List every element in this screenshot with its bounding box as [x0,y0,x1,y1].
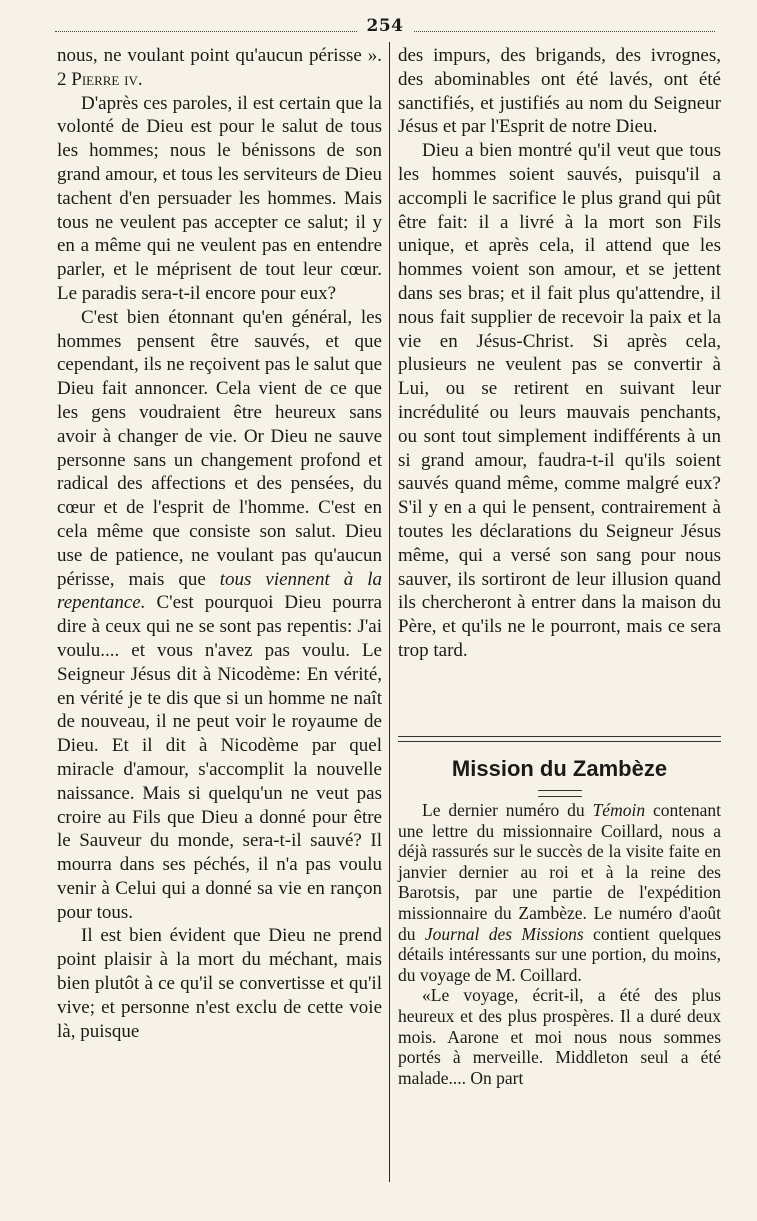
scripture-reference: 2 Pierre iv. [57,68,143,90]
left-paragraph-3-emphasis: tous viennent à la repentance. [57,568,383,614]
left-paragraph-3-text-b: C'est pourquoi Dieu pourra dire à ceux qui ne se sont pas repentis: J'ai voulu.... et vous n'avez pas voulu. Le Seigneur Jésus dit à Nicodème: En vérité, en vérité je te dis que si un homme ne naît de nouveau, il ne peut voir le royaume de Dieu. Et il dit à Nicodème par quel miracle d'amour, s'accomplit la nouvelle naissance. Mais si quelqu'un ne veut pas croire au Fils que Dieu a donné pour être le Sauveur du monde, sera-t-il sauvé? Il mourra dans ses péchés, il n'a pas voulu venir à Celui qui a donné sa vie en rançon pour tous. [57,592,382,923]
page-header [55,14,715,38]
title-ornament [538,790,582,797]
header-dotted-rule-left [55,20,357,32]
publication-title-journal: Journal des Missions [424,923,584,944]
mission-paragraph-1-text-b: contenant une lettre du missionnaire Coillard, nous a déjà rassurés sur le succès de la visite faite en janvier dernier au roi et à la reine des Barotsis, par une partie de l'expédition missionnaire du Zambèze. Le numéro d'août du [398,800,722,944]
mission-paragraph-1 [398,800,721,985]
section-title: Mission du Zambèze [451,756,668,781]
publication-title-temoin: Témoin [592,800,646,820]
section-separator [398,736,721,742]
left-paragraph-1 [57,44,382,92]
column-divider [389,42,390,1182]
left-paragraph-3 [57,306,382,925]
header-dotted-rule-right [414,20,716,32]
right-paragraph-1: des impurs, des brigands, des ivrognes, des abominables ont été lavés, ont été sanctifiés, et justifiés au nom du Seigneur Jésus et par l'Esprit de notre Dieu. [398,45,721,138]
page-number: 254 [366,16,404,36]
left-paragraph-4: Il est bien évident que Dieu ne prend point plaisir à la mort du méchant, mais bien plutôt à ce qu'il se convertisse et qu'il vive; et personne n'est exclu de cette voie là, puisque [57,925,382,1042]
mission-paragraph-2: «Le voyage, écrit-il, a été des plus heureux et des plus prospères. Il a duré deux mois. Aarone et moi nous nous sommes portés à merveille. Middleton seul a été malade.... On part [398,985,721,1088]
mission-article [398,800,721,1088]
left-paragraph-2: D'après ces paroles, il est certain que la volonté de Dieu est pour le salut de tous les hommes; nous le bénissons de son grand amour, et tous les serviteurs de Dieu tachent d'en persuader les hommes. Mais tous ne veulent pas accepter ce salut; il y en a même qui ne veulent pas en entendre parler, et le méprisent de tout leur cœur. Le paradis sera-t-il encore pour eux? [57,92,382,304]
right-paragraph-2: Dieu a bien montré qu'il veut que tous les hommes soient sauvés, puisqu'il a accompli le sacrifice le plus grand qui pût être fait: il a livré à la mort son Fils unique, et après cela, il attend que les hommes voient son amour, et se jettent dans ses bras; et il fait plus qu'attendre, il nous fait supplier de recevoir la paix et la vie en Jésus-Christ. Si après cela, plusieurs ne veulent pas se convertir à Lui, ou se retirent en suivant leur incrédulité ou leurs mauvais penchants, ou sont tout simplement indifférents à un si grand amour, faudra-t-il qu'ils soient sauvés quand même, comme malgré eux? S'il y en a qui le pensent, contrairement à toutes les déclarations du Seigneur Jésus même, qui a versé son sang pour nous sauver, ils sortiront de leur illusion quand ils chercheront à entrer dans la maison du Père, et qu'ils ne le pourront, mais ce sera trop tard. [398,140,721,661]
mission-paragraph-1-text-a: Le dernier numéro du [422,800,593,820]
left-paragraph-1-text: nous, ne voulant point qu'aucun périsse ». [57,45,382,66]
left-paragraph-3-text-a: C'est bien étonnant qu'en général, les hommes pensent être sauvés, et que cependant, ils ne reçoivent pas le salut que Dieu fait annoncer. Cela vient de ce que les gens voudraient être heureux sans avoir à changer de vie. Or Dieu ne sauve personne sans un changement profond et radical des affections et des pensées, du cœur et de l'esprit de l'homme. C'est en cela même que consiste son salut. Dieu use de patience, ne voulant pas qu'aucun périsse, mais que [57,306,382,590]
left-column [57,44,382,1043]
right-column [398,44,721,663]
mission-paragraph-1-text-c: contient quelques détails intéressants sur une portion, du moins, du voyage de M. Coillard. [398,923,722,985]
